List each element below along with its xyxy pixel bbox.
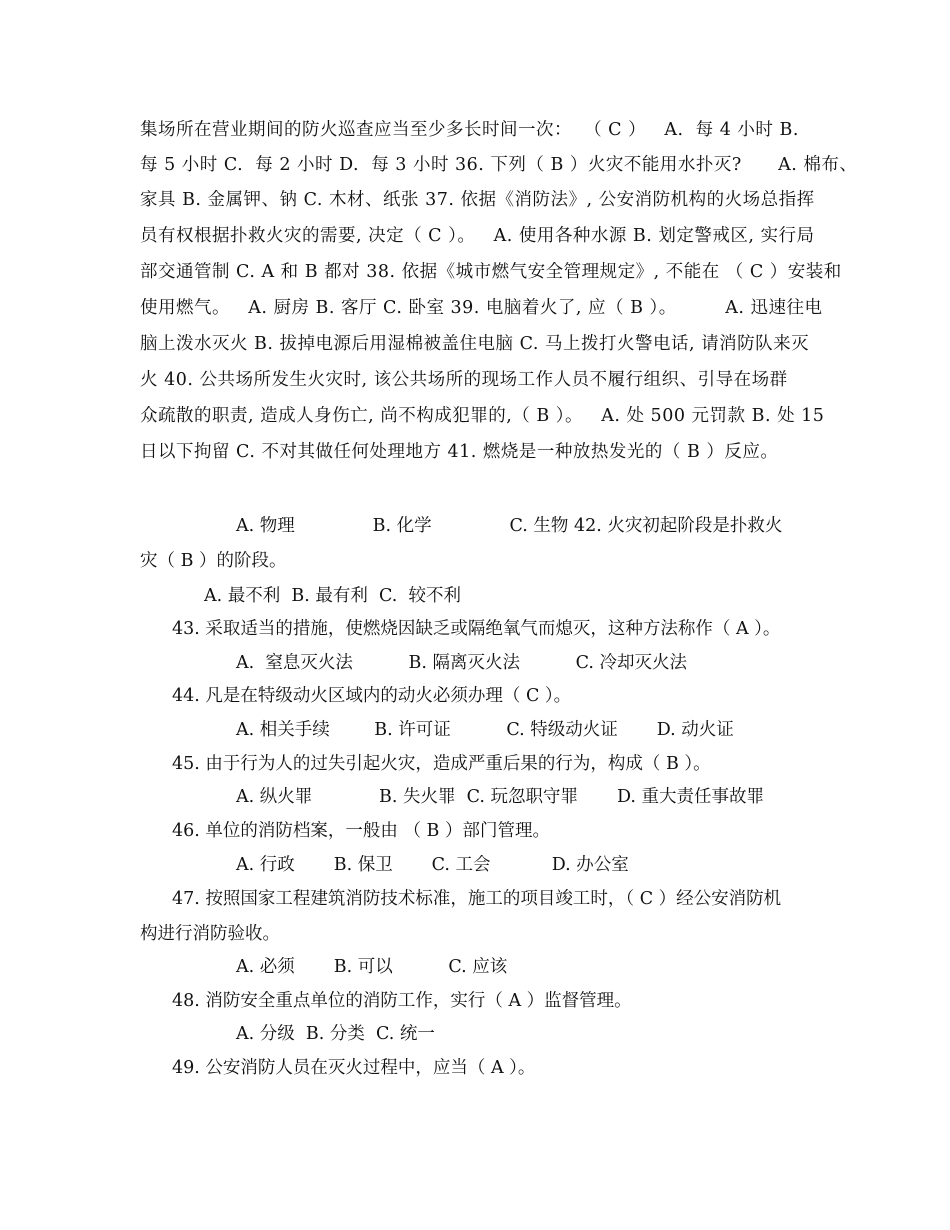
- q42-options: A. 最不利 B. 最有利 C. 较不利: [204, 586, 461, 606]
- paragraph-line: 集场所在营业期间的防火巡查应当至少多长时间一次： （ C ） A. 每 4 小时 B.: [140, 120, 799, 140]
- q48-options: A. 分级 B. 分类 C. 统一: [236, 1024, 435, 1044]
- q47-question-line1: 47. 按照国家工程建筑消防技术标准，施工的项目竣工时，（ C ）经公安消防机: [172, 889, 782, 909]
- paragraph-line: 日以下拘留 C. 不对其做任何处理地方 41. 燃烧是一种放热发光的（ B ）反应。: [140, 442, 779, 462]
- q45-options: A. 纵火罪 B. 失火罪 C. 玩忽职守罪 D. 重大责任事故罪: [236, 787, 764, 807]
- q44-question: 44. 凡是在特级动火区域内的动火必须办理（ C ）。: [172, 686, 572, 706]
- q44-options: A. 相关手续 B. 许可证 C. 特级动火证 D. 动火证: [236, 720, 734, 740]
- q43-question: 43. 采取适当的措施，使燃烧因缺乏或隔绝氧气而熄灭，这种方法称作（ A ）。: [172, 619, 781, 639]
- q46-question: 46. 单位的消防档案，一般由 （ B ）部门管理。: [172, 821, 550, 841]
- paragraph-line: 脑上泼水灭火 B. 拔掉电源后用湿棉被盖住电脑 C. 马上拨打火警电话, 请消防队来灭: [140, 334, 810, 354]
- paragraph-line: 火 40. 公共场所发生火灾时, 该公共场所的现场工作人员不履行组织、引导在场群: [140, 370, 788, 390]
- paragraph-line: 每 5 小时 C. 每 2 小时 D. 每 3 小时 36. 下列（ B ）火灾不能用水扑灭? A. 棉布、: [140, 155, 858, 175]
- q49-question: 49. 公安消防人员在灭火过程中，应当（ A ）。: [172, 1058, 536, 1078]
- q47-question-line2: 构进行消防验收。: [140, 924, 280, 944]
- q41-options: A. 物理 B. 化学 C. 生物 42. 火灾初起阶段是扑救火: [236, 516, 783, 536]
- q43-options: A. 窒息灭火法 B. 隔离灭火法 C. 冷却灭火法: [236, 653, 687, 673]
- q48-question: 48. 消防安全重点单位的消防工作，实行（ A ）监督管理。: [172, 991, 632, 1011]
- paragraph-line: 使用燃气。 A. 厨房 B. 客厅 C. 卧室 39. 电脑着火了, 应（ B ）。 A. 迅速往电: [140, 298, 823, 318]
- q47-options: A. 必须 B. 可以 C. 应该: [236, 957, 508, 977]
- paragraph-line: 家具 B. 金属钾、钠 C. 木材、纸张 37. 依据《消防法》, 公安消防机构的火场总指挥: [140, 190, 815, 210]
- q45-question: 45. 由于行为人的过失引起火灾，造成严重后果的行为，构成（ B ）。: [172, 754, 711, 774]
- paragraph-line: 众疏散的职责, 造成人身伤亡, 尚不构成犯罪的,（ B ）。 A. 处 500 元罚款 B. 处 15: [140, 406, 825, 426]
- paragraph-line: 员有权根据扑救火灾的需要, 决定（ C ）。 A. 使用各种水源 B. 划定警戒区, 实行局: [140, 226, 815, 246]
- q46-options: A. 行政 B. 保卫 C. 工会 D. 办公室: [236, 855, 629, 875]
- q42-continuation: 灾（ B ）的阶段。: [140, 551, 287, 571]
- paragraph-line: 部交通管制 C. A 和 B 都对 38. 依据《城市燃气安全管理规定》, 不能在 （ C ）安装和: [140, 262, 842, 282]
